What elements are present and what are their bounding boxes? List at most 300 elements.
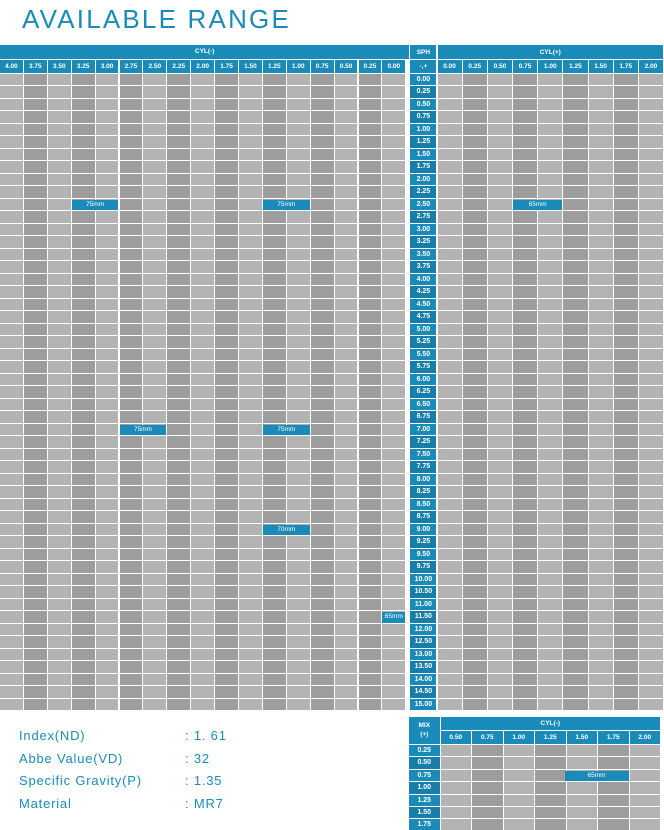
table-row [0, 636, 664, 649]
table-row [0, 561, 664, 574]
range-cell [614, 324, 639, 337]
range-cell [143, 686, 167, 699]
range-cell [24, 211, 48, 224]
range-cell [589, 374, 614, 387]
range-cell [488, 86, 513, 99]
range-cell [143, 261, 167, 274]
range-cell [438, 449, 463, 462]
range-cell [538, 661, 563, 674]
range-cell [538, 74, 563, 87]
range-cell [0, 311, 24, 324]
range-cell [0, 624, 24, 637]
cyl-minus-value: 3.50 [48, 60, 72, 74]
range-cell [143, 611, 167, 624]
range-cell [488, 486, 513, 499]
range-cell [589, 136, 614, 149]
mix-cyl-value: 0.75 [472, 731, 504, 745]
range-cell [96, 611, 120, 624]
range-cell [215, 499, 239, 512]
range-cell [311, 524, 335, 537]
range-cell [191, 149, 215, 162]
range-cell [614, 274, 639, 287]
range-cell [191, 349, 215, 362]
range-cell [614, 311, 639, 324]
range-cell [311, 636, 335, 649]
range-cell [463, 499, 488, 512]
range-cell [167, 686, 191, 699]
range-cell [311, 286, 335, 299]
range-cell [563, 174, 588, 187]
range-cell [639, 124, 664, 137]
range-cell [463, 411, 488, 424]
range-cell [639, 686, 664, 699]
range-cell [120, 636, 144, 649]
range-cell [263, 661, 287, 674]
range-cell [143, 149, 167, 162]
range-cell [287, 224, 311, 237]
range-cell [239, 286, 263, 299]
range-cell [263, 586, 287, 599]
range-cell [463, 211, 488, 224]
range-cell [438, 199, 463, 212]
range-cell [191, 174, 215, 187]
range-cell [359, 99, 383, 112]
range-cell [538, 236, 563, 249]
range-cell [120, 249, 144, 262]
range-cell [513, 149, 538, 162]
range-cell [311, 336, 335, 349]
mix-row [409, 819, 661, 830]
range-cell [614, 661, 639, 674]
range-cell [48, 86, 72, 99]
range-cell [263, 149, 287, 162]
range-cell [287, 561, 311, 574]
range-cell [96, 349, 120, 362]
range-cell [382, 511, 406, 524]
cyl-plus-value: 0.50 [488, 60, 513, 74]
range-cell [359, 411, 383, 424]
range-cell [335, 261, 359, 274]
range-cell [538, 86, 563, 99]
range-cell [48, 461, 72, 474]
range-cell [191, 411, 215, 424]
range-cell [359, 636, 383, 649]
range-cell [311, 499, 335, 512]
range-cell [24, 274, 48, 287]
range-cell [143, 499, 167, 512]
sph-value: 12.50 [410, 636, 437, 649]
range-cell [438, 361, 463, 374]
range-cell [513, 599, 538, 612]
range-cell [24, 286, 48, 299]
range-cell [311, 599, 335, 612]
range-cell [614, 186, 639, 199]
range-cell [488, 299, 513, 312]
range-cell [239, 274, 263, 287]
range-cell [72, 449, 96, 462]
range-cell [311, 324, 335, 337]
range-cell [287, 211, 311, 224]
range-cell [382, 474, 406, 487]
range-cell [614, 149, 639, 162]
range-cell [48, 136, 72, 149]
range-cell [72, 511, 96, 524]
range-cell [488, 674, 513, 687]
range-cell [263, 449, 287, 462]
range-cell [335, 174, 359, 187]
range-cell [72, 661, 96, 674]
range-cell [167, 611, 191, 624]
cyl-minus-value: 2.50 [143, 60, 167, 74]
table-row [0, 211, 664, 224]
range-cell [311, 586, 335, 599]
range-cell [488, 424, 513, 437]
table-row [0, 386, 664, 399]
range-cell [311, 111, 335, 124]
range-cell [143, 374, 167, 387]
range-cell [438, 486, 463, 499]
range-cell [463, 599, 488, 612]
range-cell [614, 624, 639, 637]
range-cell [335, 124, 359, 137]
range-cell [382, 186, 406, 199]
range-cell [239, 324, 263, 337]
range-cell [639, 324, 664, 337]
range-cell [24, 624, 48, 637]
table-row [0, 149, 664, 162]
sph-value: 9.00 [410, 524, 437, 537]
range-cell [382, 349, 406, 362]
range-cell [167, 586, 191, 599]
range-cell [0, 174, 24, 187]
range-cell [120, 111, 144, 124]
range-cell [639, 549, 664, 562]
sph-value: 8.75 [410, 511, 437, 524]
range-cell [538, 636, 563, 649]
range-cell [538, 586, 563, 599]
range-cell [24, 374, 48, 387]
range-cell [335, 624, 359, 637]
range-cell [359, 436, 383, 449]
range-cell [488, 174, 513, 187]
cyl-minus-value: 2.00 [191, 60, 215, 74]
range-cell [215, 111, 239, 124]
range-cell [630, 745, 662, 757]
range-cell [167, 224, 191, 237]
range-cell [263, 311, 287, 324]
range-cell [438, 699, 463, 712]
range-cell [463, 249, 488, 262]
range-cell [335, 436, 359, 449]
range-cell [589, 261, 614, 274]
range-cell [598, 819, 630, 830]
range-cell [488, 686, 513, 699]
range-cell [263, 361, 287, 374]
range-cell [614, 374, 639, 387]
range-cell [639, 386, 664, 399]
range-cell [563, 449, 588, 462]
range-cell [639, 99, 664, 112]
range-cell [143, 311, 167, 324]
range-cell [488, 636, 513, 649]
range-cell [191, 361, 215, 374]
range-cell [24, 99, 48, 112]
range-cell [614, 449, 639, 462]
range-cell [287, 286, 311, 299]
range-cell [589, 549, 614, 562]
range-cell [589, 661, 614, 674]
range-cell [215, 336, 239, 349]
range-cell [359, 274, 383, 287]
range-cell [263, 324, 287, 337]
table-row [0, 311, 664, 324]
range-cell [438, 149, 463, 162]
range-cell [72, 299, 96, 312]
range-cell [563, 99, 588, 112]
range-cell [438, 261, 463, 274]
range-cell [589, 474, 614, 487]
range-cell [48, 549, 72, 562]
range-cell [215, 636, 239, 649]
range-cell [239, 536, 263, 549]
range-cell [639, 286, 664, 299]
range-cell [335, 386, 359, 399]
range-cell [191, 99, 215, 112]
range-cell [359, 349, 383, 362]
range-cell [563, 86, 588, 99]
range-cell [48, 124, 72, 137]
range-cell [0, 549, 24, 562]
sph-value: 9.50 [410, 549, 437, 562]
range-cell [359, 511, 383, 524]
range-cell [488, 311, 513, 324]
range-cell [382, 86, 406, 99]
range-cell [463, 274, 488, 287]
range-cell [72, 74, 96, 87]
range-cell [463, 424, 488, 437]
range-cell [563, 211, 588, 224]
sph-value: 5.75 [410, 361, 437, 374]
range-cell [463, 261, 488, 274]
range-cell [359, 424, 383, 437]
table-row [0, 699, 664, 712]
range-cell [239, 336, 263, 349]
range-cell [287, 636, 311, 649]
range-cell [538, 99, 563, 112]
range-cell [263, 86, 287, 99]
range-cell [287, 699, 311, 712]
table-row [0, 436, 664, 449]
range-cell [614, 436, 639, 449]
range-cell [24, 524, 48, 537]
range-cell [463, 474, 488, 487]
cyl-minus-value: 3.75 [24, 60, 48, 74]
range-cell [513, 324, 538, 337]
range-cell [72, 174, 96, 187]
range-cell [639, 261, 664, 274]
range-cell [335, 524, 359, 537]
range-cell [167, 236, 191, 249]
range-cell [382, 224, 406, 237]
range-cell [614, 549, 639, 562]
range-cell [191, 161, 215, 174]
range-cell [311, 474, 335, 487]
range-cell [24, 349, 48, 362]
range-cell [215, 186, 239, 199]
range-cell [96, 549, 120, 562]
range-cell [382, 99, 406, 112]
range-cell [24, 261, 48, 274]
range-cell [382, 174, 406, 187]
range-cell [488, 561, 513, 574]
range-cell [120, 174, 144, 187]
mix-row [409, 807, 661, 819]
range-cell [513, 399, 538, 412]
range-cell [263, 461, 287, 474]
range-cell [167, 199, 191, 212]
range-cell [24, 699, 48, 712]
range-cell [438, 499, 463, 512]
range-cell [639, 636, 664, 649]
range-cell [441, 819, 473, 830]
range-cell [215, 286, 239, 299]
range-cell [24, 361, 48, 374]
range-cell [24, 174, 48, 187]
range-cell [538, 374, 563, 387]
range-cell [472, 819, 504, 830]
range-cell [563, 424, 588, 437]
range-cell [488, 124, 513, 137]
range-cell [120, 99, 144, 112]
range-cell [589, 149, 614, 162]
range-cell [359, 249, 383, 262]
range-cell [167, 461, 191, 474]
table-row [0, 274, 664, 287]
range-cell [335, 349, 359, 362]
range-cell [513, 86, 538, 99]
range-cell [438, 174, 463, 187]
range-cell [538, 186, 563, 199]
range-cell [215, 661, 239, 674]
range-cell [24, 586, 48, 599]
range-cell [472, 745, 504, 757]
range-cell [438, 136, 463, 149]
range-cell [513, 536, 538, 549]
range-cell [143, 136, 167, 149]
range-cell [167, 349, 191, 362]
range-cell [488, 349, 513, 362]
range-cell [382, 299, 406, 312]
range-cell [191, 261, 215, 274]
range-cell [72, 486, 96, 499]
range-cell [191, 699, 215, 712]
range-cell [589, 586, 614, 599]
range-cell [438, 424, 463, 437]
range-cell [48, 436, 72, 449]
cyl-plus-header: CYL(+) [438, 45, 664, 60]
range-cell [438, 211, 463, 224]
range-cell [359, 586, 383, 599]
range-cell [120, 524, 144, 537]
range-cell [504, 770, 536, 782]
range-cell [48, 261, 72, 274]
range-cell [513, 99, 538, 112]
spec-value: : 1. 61 [185, 728, 227, 743]
range-cell [438, 624, 463, 637]
range-cell [239, 399, 263, 412]
range-cell [639, 361, 664, 374]
range-cell [538, 574, 563, 587]
range-cell [438, 661, 463, 674]
range-cell [24, 611, 48, 624]
range-cell [382, 686, 406, 699]
range-cell [263, 349, 287, 362]
cyl-minus-value: 2.25 [167, 60, 191, 74]
range-cell [639, 674, 664, 687]
range-cell [191, 686, 215, 699]
range-cell [382, 436, 406, 449]
range-cell [463, 624, 488, 637]
range-cell [463, 299, 488, 312]
range-cell [24, 386, 48, 399]
range-cell [215, 311, 239, 324]
range-cell [24, 149, 48, 162]
range-cell [239, 161, 263, 174]
range-cell [359, 361, 383, 374]
range-cell [287, 486, 311, 499]
range-cell [488, 361, 513, 374]
range-cell [382, 661, 406, 674]
range-cell [0, 149, 24, 162]
range-cell [72, 161, 96, 174]
range-cell [24, 111, 48, 124]
range-cell [287, 624, 311, 637]
range-cell [513, 461, 538, 474]
range-cell [96, 524, 120, 537]
range-cell [441, 807, 473, 819]
range-cell [563, 636, 588, 649]
mix-header [409, 717, 441, 745]
range-cell [0, 511, 24, 524]
range-cell [120, 511, 144, 524]
range-cell [538, 336, 563, 349]
sph-value: 1.50 [410, 149, 437, 162]
sph-value: 7.00 [410, 424, 437, 437]
sph-value: 10.00 [410, 574, 437, 587]
range-cell [513, 249, 538, 262]
range-cell [513, 74, 538, 87]
range-cell [463, 699, 488, 712]
range-cell [96, 399, 120, 412]
range-cell [72, 436, 96, 449]
range-cell [120, 199, 144, 212]
range-cell [488, 136, 513, 149]
range-cell [143, 124, 167, 137]
range-cell [335, 224, 359, 237]
range-cell [513, 374, 538, 387]
range-cell [96, 149, 120, 162]
range-cell [48, 561, 72, 574]
range-cell [513, 186, 538, 199]
range-cell [72, 674, 96, 687]
range-cell [535, 757, 567, 769]
range-cell [72, 399, 96, 412]
range-cell [143, 299, 167, 312]
table-row [0, 449, 664, 462]
range-cell [335, 549, 359, 562]
range-cell [589, 324, 614, 337]
range-cell [72, 386, 96, 399]
